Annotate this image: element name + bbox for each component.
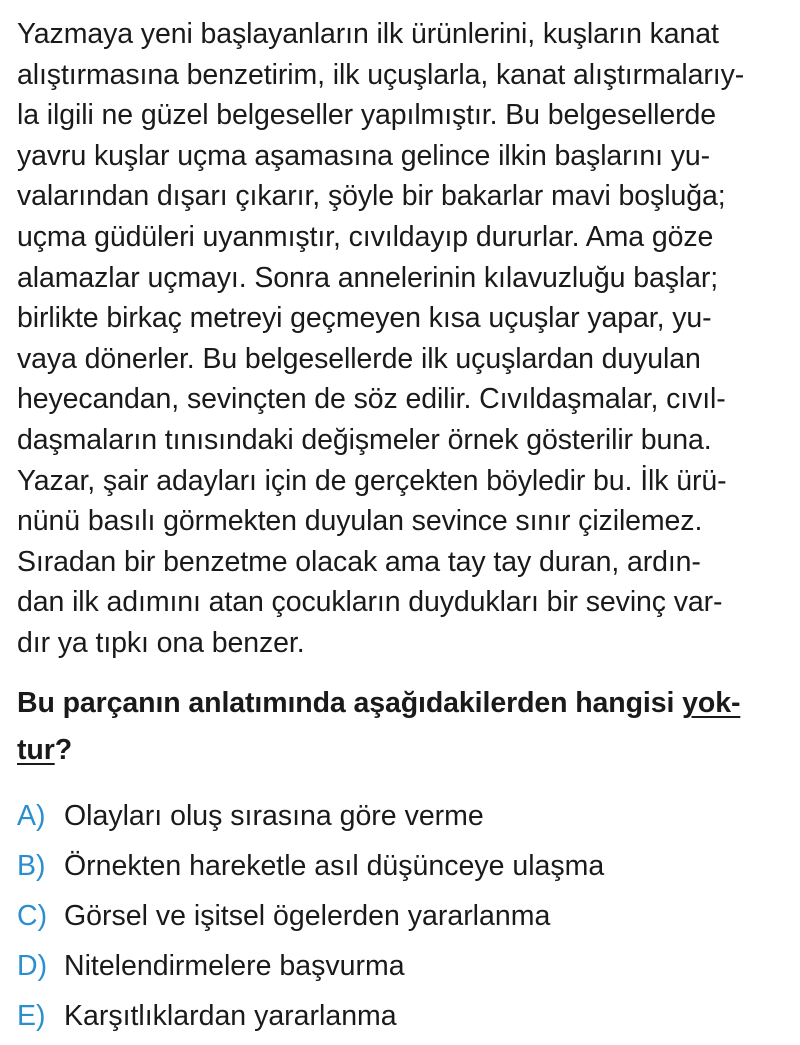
passage-line: yavru kuşlar uçma aşamasına gelince ilkin başlarını yu- [17, 139, 711, 172]
passage-line: alıştırmasına benzetirim, ilk uçuşlarla, kanat alıştırmalarıy- [17, 58, 745, 91]
reading-passage [17, 14, 787, 664]
answer-options [17, 795, 787, 1045]
passage-line: dır ya tıpkı ona benzer. [17, 626, 305, 659]
passage-line: daşmaların tınısındaki değişmeler örnek gösterilir buna. [17, 423, 712, 456]
passage-line: la ilgili ne güzel belgeseller yapılmıştır. Bu belgesellerde [17, 99, 716, 132]
question-line-1 [17, 680, 787, 727]
option-letter: A) [17, 800, 46, 832]
option-letter: D) [17, 950, 48, 982]
passage-line: nünü basılı görmekten duyulan sevince sınır çizilemez. [17, 505, 703, 538]
option-text: Karşıtlıklardan yararlanma [64, 1000, 397, 1032]
option-text: Örnekten hareketle asıl düşünceye ulaşma [64, 850, 605, 882]
passage-line: dan ilk adımını atan çocukların duydukları bir sevinç var- [17, 586, 723, 619]
option-letter: E) [17, 1000, 46, 1032]
passage-line: valarından dışarı çıkarır, şöyle bir bakarlar mavi boşluğa; [17, 180, 726, 213]
passage-line: vaya dönerler. Bu belgesellerde ilk uçuşlardan duyulan [17, 342, 701, 375]
passage-line: uçma güdüleri uyanmıştır, cıvıldayıp dururlar. Ama göze [17, 220, 714, 253]
option-text: Görsel ve işitsel ögelerden yararlanma [64, 900, 551, 932]
answer-option-d[interactable] [17, 945, 787, 995]
question-text: Bu parçanın anlatımında aşağıdakilerden hangisi [17, 687, 683, 719]
passage-line: Sıradan bir benzetme olacak ama tay tay duran, ardın- [17, 545, 701, 578]
question-mark: ? [54, 734, 73, 766]
answer-option-a[interactable] [17, 795, 787, 845]
option-letter: C) [17, 900, 48, 932]
answer-option-b[interactable] [17, 845, 787, 895]
option-letter: B) [17, 850, 46, 882]
question-negation-underlined: tur [17, 734, 55, 766]
question-negation-underlined: yok- [682, 687, 741, 719]
answer-option-c[interactable] [17, 895, 787, 945]
option-text: Olayları oluş sırasına göre verme [64, 800, 484, 832]
passage-line: birlikte birkaç metreyi geçmeyen kısa uçuşlar yapar, yu- [17, 302, 712, 335]
passage-line: heyecandan, sevinçten de söz edilir. Cıvıldaşmalar, cıvıl- [17, 383, 726, 416]
question-stem [17, 680, 787, 774]
question-line-2 [17, 727, 787, 774]
passage-line: Yazmaya yeni başlayanların ilk ürünlerini, kuşların kanat [17, 18, 719, 50]
passage-line: alamazlar uçmayı. Sonra annelerinin kılavuzluğu başlar; [17, 261, 719, 294]
passage-line: Yazar, şair adayları için de gerçekten böyledir bu. İlk ürü- [17, 464, 727, 497]
option-text: Nitelendirmelere başvurma [64, 950, 405, 982]
